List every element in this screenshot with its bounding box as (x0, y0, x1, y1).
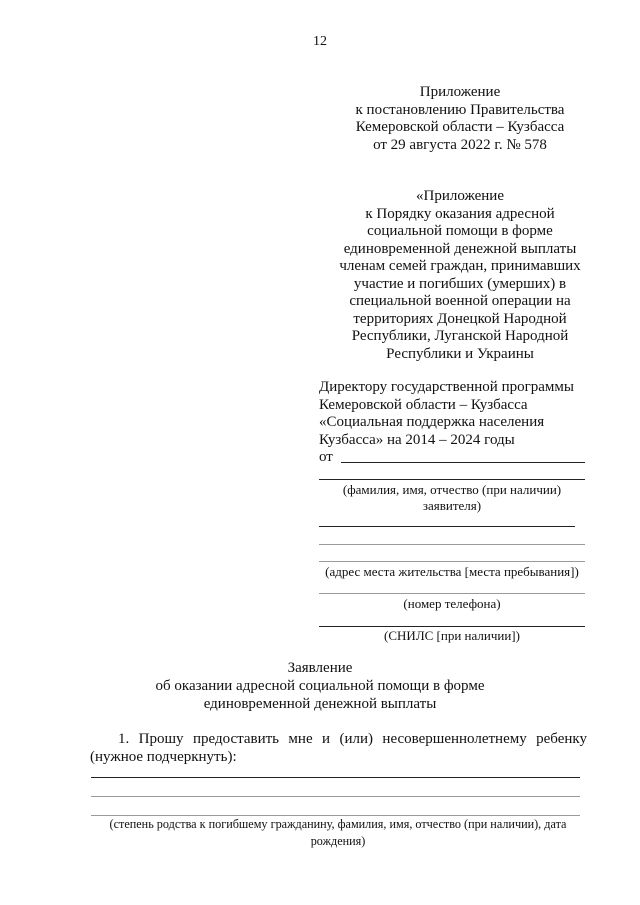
appendix-order-line: Республики, Луганской Народной (351, 328, 569, 344)
statement-subtitle-line1: об оказании адресной социальной помощи в форме (155, 678, 485, 694)
address-caption: (адрес места жительства [места пребывания]) (325, 564, 579, 579)
statement-title: Заявление (287, 660, 353, 676)
addressee-line: Кузбасса» на 2014 – 2024 годы (319, 431, 515, 448)
appendix-header-line: Приложение (419, 84, 501, 100)
from-label: от (319, 449, 333, 465)
appendix-order-line: специальной военной операции на (349, 293, 571, 309)
snils-caption: (СНИЛС [при наличии]) (384, 628, 520, 643)
applicant-name-field-2[interactable] (319, 479, 585, 480)
paragraph-1-line1: 1. Прошу предоставить мне и (или) несовершеннолетнему ребенку (118, 731, 587, 747)
appendix-header-line: Кемеровской области – Кузбасса (355, 119, 565, 135)
kinship-caption-line2: рождения) (310, 834, 366, 848)
fio-caption: (фамилия, имя, отчество (при наличии) (342, 482, 562, 497)
kinship-field-1[interactable] (91, 777, 580, 778)
statement-subtitle-line2: единовременной денежной выплаты (203, 696, 437, 712)
phone-field[interactable] (319, 593, 585, 594)
appendix-order-line: единовременной денежной выплаты (343, 240, 577, 257)
applicant-name-field[interactable] (341, 462, 585, 463)
kinship-field-2[interactable] (91, 796, 580, 797)
appendix-order-line: участие и погибших (умерших) в (353, 275, 567, 292)
appendix-order-line: членам семей граждан, принимавших (339, 258, 581, 274)
appendix-header (330, 84, 590, 154)
appendix-header-line: от 29 августа 2022 г. № 578 (373, 136, 547, 153)
addressee-line: «Социальная поддержка населения (319, 414, 545, 430)
applicant-caption: заявителя) (422, 498, 482, 513)
addressee-block (319, 379, 609, 449)
appendix-order-line: социальной помощи в форме (367, 223, 553, 239)
phone-caption: (номер телефона) (403, 596, 501, 611)
addressee-line: Кемеровской области – Кузбасса (319, 396, 528, 413)
address-field-3[interactable] (319, 561, 585, 562)
appendix-order-line: «Приложение (415, 188, 504, 204)
page-number: 12 (313, 34, 327, 49)
addressee-line: Директору государственной программы (319, 379, 574, 395)
appendix-order-line: Республики и Украины (386, 345, 534, 362)
paragraph-1-line2: (нужное подчеркнуть): (90, 749, 237, 765)
address-field-2[interactable] (319, 544, 585, 545)
appendix-header-line: к постановлению Правительства (355, 101, 565, 118)
address-field-1[interactable] (319, 526, 575, 527)
appendix-order (330, 188, 590, 363)
kinship-caption-line1: (степень родства к погибшему гражданину, фамилия, имя, отчество (при наличии), дата (109, 817, 567, 831)
appendix-order-line: территориях Донецкой Народной (353, 310, 567, 327)
appendix-order-line: к Порядку оказания адресной (365, 205, 555, 222)
